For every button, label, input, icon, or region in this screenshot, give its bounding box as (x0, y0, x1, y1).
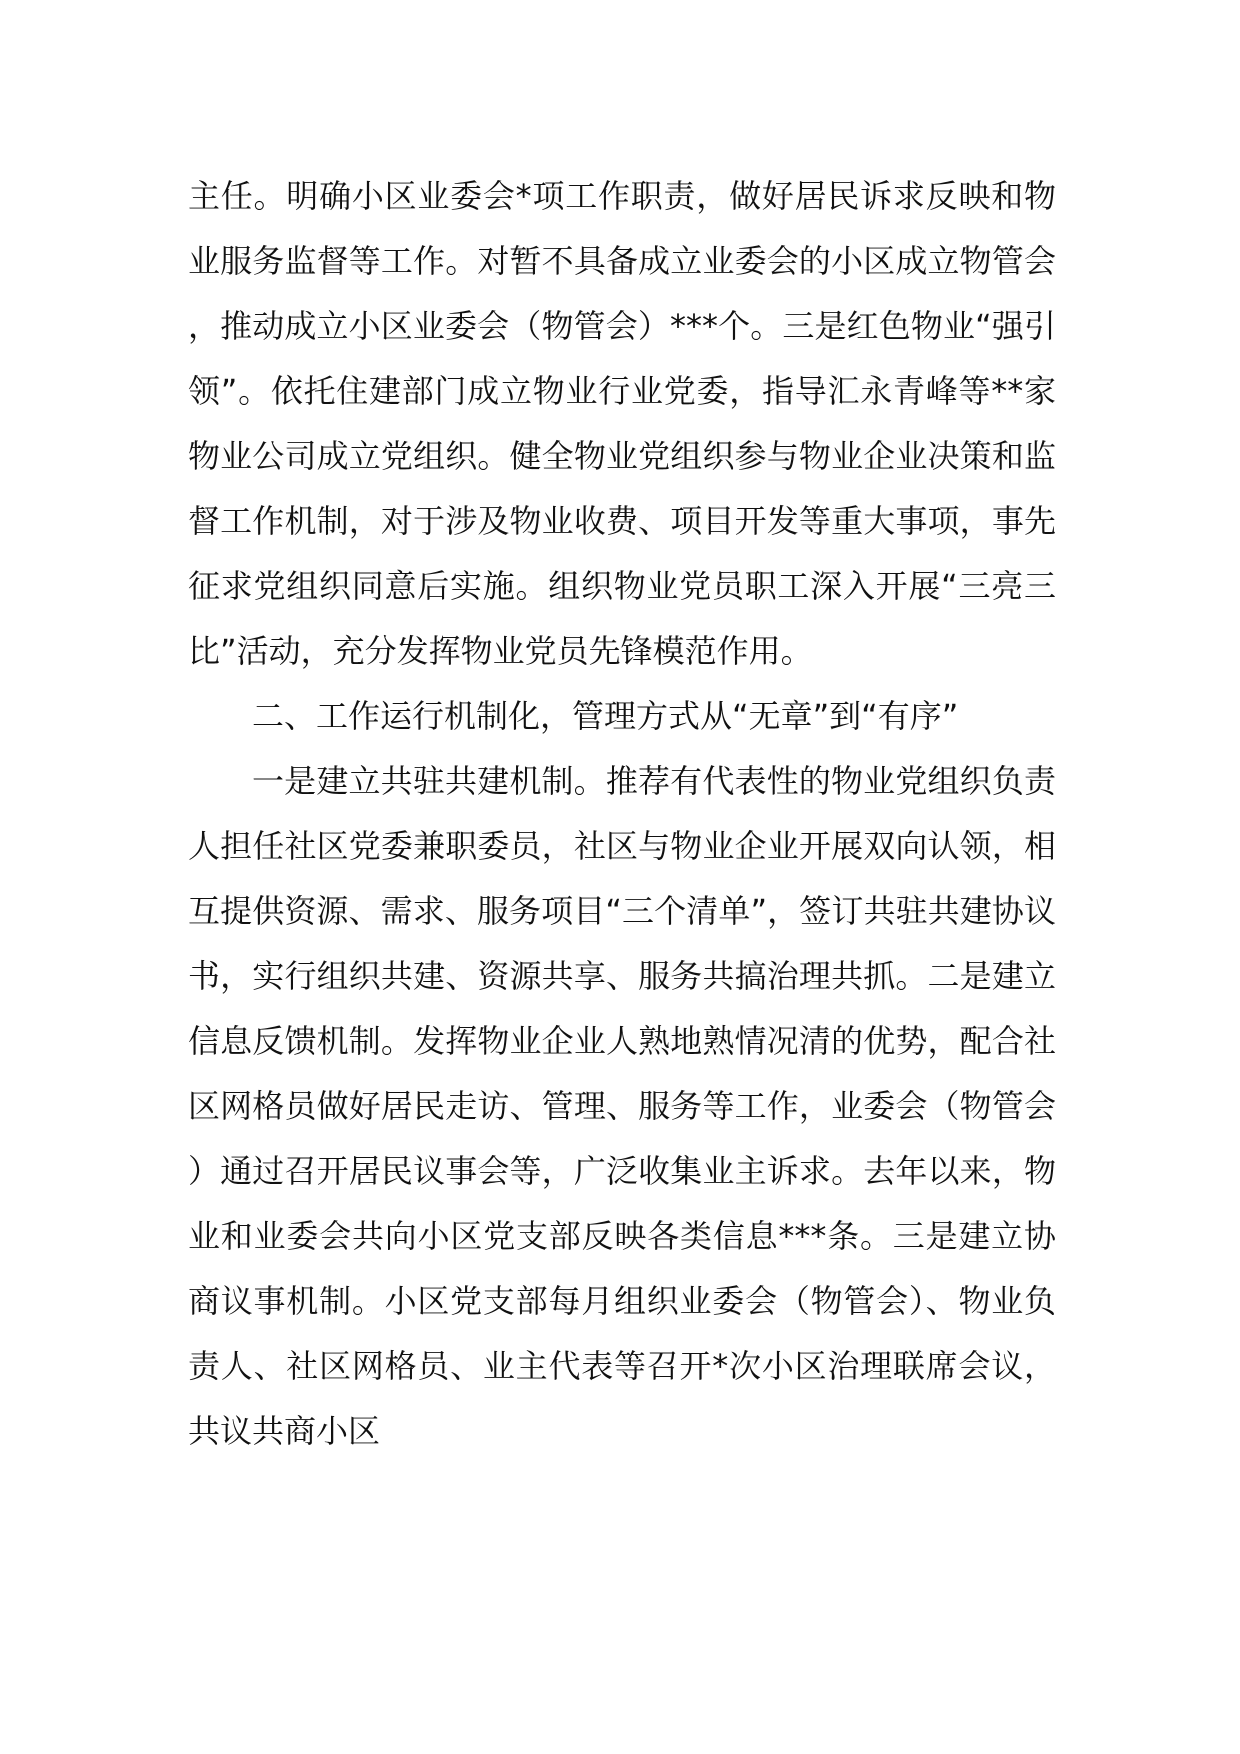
section-heading: 二、工作运行机制化，管理方式从“无章”到“有序” (252, 697, 959, 735)
body-text (188, 164, 1056, 1464)
paragraph-mechanisms: 一是建立共驻共建机制。推荐有代表性的物业党组织负责人担任社区党委兼职委员，社区与物业企业开展双向认领，相互提供资源、需求、服务项目“三个清单”，签订共驻共建协议书，实行组织共建、资源共享、服务共搞治理共抓。二是建立信息反馈机制。发挥物业企业人熟地熟情况清的优势，配合社区网格员做好居民走访、管理、服务等工作，业委会（物管会）通过召开居民议事会等，广泛收集业主诉求。去年以来，物业和业委会共向小区党支部反映各类信息***条。三是建立协商议事机制。小区党支部每月组织业委会（物管会）、物业负责人、社区网格员、业主代表等召开*次小区治理联席会议，共议共商小区 (188, 762, 1056, 1450)
paragraph-continuation: 主任。明确小区业委会*项工作职责，做好居民诉求反映和物业服务监督等工作。对暂不具备成立业委会的小区成立物管会，推动成立小区业委会（物管会）***个。三是红色物业“强引领”。依托住建部门成立物业行业党委，指导汇永青峰等**家物业公司成立党组织。健全物业党组织参与物业企业决策和监督工作机制，对于涉及物业收费、项目开发等重大事项，事先征求党组织同意后实施。组织物业党员职工深入开展“三亮三比”活动，充分发挥物业党员先锋模范作用。 (188, 177, 1056, 670)
